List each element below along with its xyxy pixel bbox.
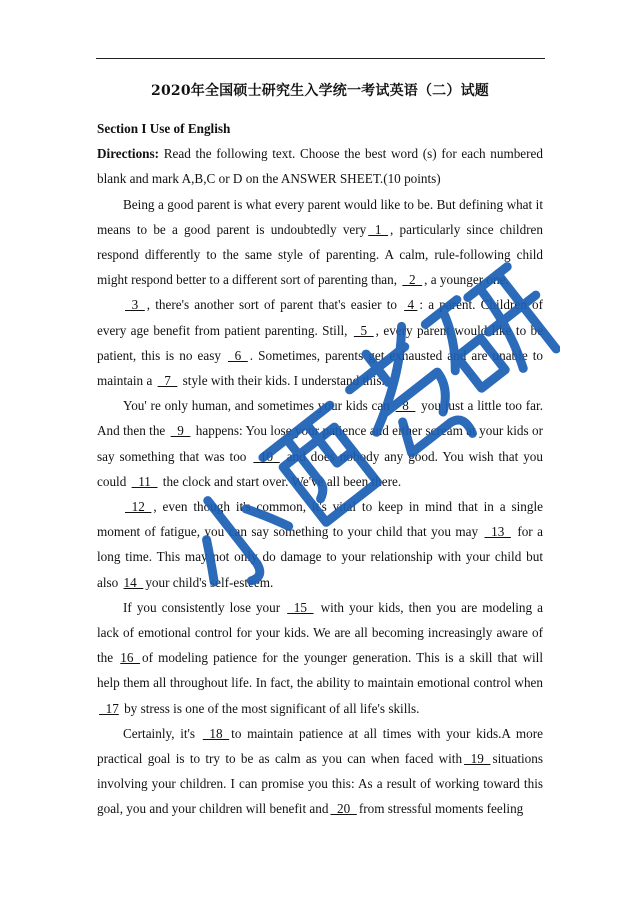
answer-blank: 15	[287, 599, 314, 615]
passage-text: to maintain patience at all times with your kids.A more practical goal is to try to be as calm as you can when faced with	[97, 725, 543, 767]
answer-blank: 8	[395, 398, 416, 414]
passage-text: your child's self-esteem.	[145, 574, 274, 590]
answer-blank: 16	[120, 650, 141, 666]
answer-blank: 5	[353, 322, 374, 338]
answer-blank: 19	[464, 751, 491, 767]
passage-text: , every parent would like to be patient, this is no easy	[97, 322, 544, 363]
passage-text: of modeling patience for the younger generation. This is a skill that will help them all throughout life. In fact, the ability to maintain emotional control when	[97, 650, 543, 691]
passage-text: You' re only human, and sometimes your kids can	[123, 398, 394, 414]
passage-text: from stressful moments feeling	[358, 801, 524, 817]
passage-paragraph	[97, 721, 543, 822]
passage-text: you just a little too far. And then the	[97, 398, 543, 439]
answer-blank: 11	[131, 473, 158, 489]
directions	[97, 141, 543, 191]
passage-text: and does nobody any good. You wish that you could	[97, 448, 543, 489]
answer-blank: 7	[157, 373, 178, 389]
passage-text: style with their kids. I understand this.	[179, 373, 385, 389]
directions-label: Directions:	[97, 146, 160, 162]
answer-blank: 2	[402, 272, 423, 288]
answer-blank: 20	[330, 801, 357, 817]
answer-blank: 6	[228, 347, 248, 363]
section-heading: Section I Use of English	[97, 121, 231, 136]
passage-paragraph	[97, 192, 543, 293]
answer-blank: 17	[99, 700, 119, 716]
answer-blank: 9	[170, 423, 191, 439]
passage-text: , particularly since children respond differently to the same style of parenting. A calm, rule-following child might respond better to a different sort of parenting than,	[97, 221, 543, 288]
top-rule	[96, 58, 545, 59]
passage-paragraph	[97, 292, 543, 393]
answer-blank: 4	[404, 297, 418, 313]
passage-text: . Sometimes, parents get exhausted and are unable to maintain a	[97, 347, 543, 389]
passage-text: , even though it's common, it's vital to keep in mind that in a single moment of fatigue, you can say something to your child that you may	[97, 499, 543, 540]
passage-paragraph	[97, 494, 543, 595]
passage-text: the clock and start over. We've all been there.	[159, 473, 402, 489]
passage-text: If you consistently lose your	[123, 599, 286, 615]
passage-text: , there's another sort of parent that's easier to	[146, 297, 403, 313]
answer-blank: 1	[368, 221, 389, 237]
answer-blank: 3	[125, 297, 145, 313]
answer-blank: 18	[202, 725, 230, 741]
passage-text: , a younger one.	[424, 272, 509, 288]
answer-blank: 12	[125, 499, 152, 515]
answer-blank: 14	[123, 574, 144, 590]
passage-text: with your kids, then you are modeling a lack of emotional control for your kids. We are all becoming increasingly aware of the	[97, 599, 543, 666]
answer-blank: 10	[253, 448, 280, 464]
passage-text: by stress is one of the most significant of all life's skills.	[120, 700, 420, 716]
passage-text: : a parent. Children of every age benefit from patient parenting. Still,	[97, 297, 543, 338]
passage-text: Being a good parent is what every parent would like to be. But defining what it means to be a good parent is undoubtedly very	[97, 196, 543, 237]
passage-paragraph	[97, 595, 543, 721]
page-title: 2020年全国硕士研究生入学统一考试英语（二）试题	[151, 83, 489, 99]
passage-text: for a long time. This may not only do damage to your relationship with your child but also	[97, 524, 543, 590]
passage-paragraph	[97, 393, 543, 494]
answer-blank: 13	[484, 524, 511, 540]
passage	[97, 192, 543, 822]
passage-text: happens: You lose your patience and either scream at your kids or say something that was too	[97, 423, 544, 464]
passage-text: situations involving your children. I can promise you this: As a result of working toward this goal, you and your children will benefit and	[97, 751, 543, 817]
passage-text: Certainly, it's	[123, 725, 201, 741]
exam-page	[97, 80, 543, 822]
directions-text: Read the following text. Choose the best word (s) for each numbered blank and mark A,B,C or D on the ANSWER SHEET.(10 points)	[97, 146, 543, 187]
